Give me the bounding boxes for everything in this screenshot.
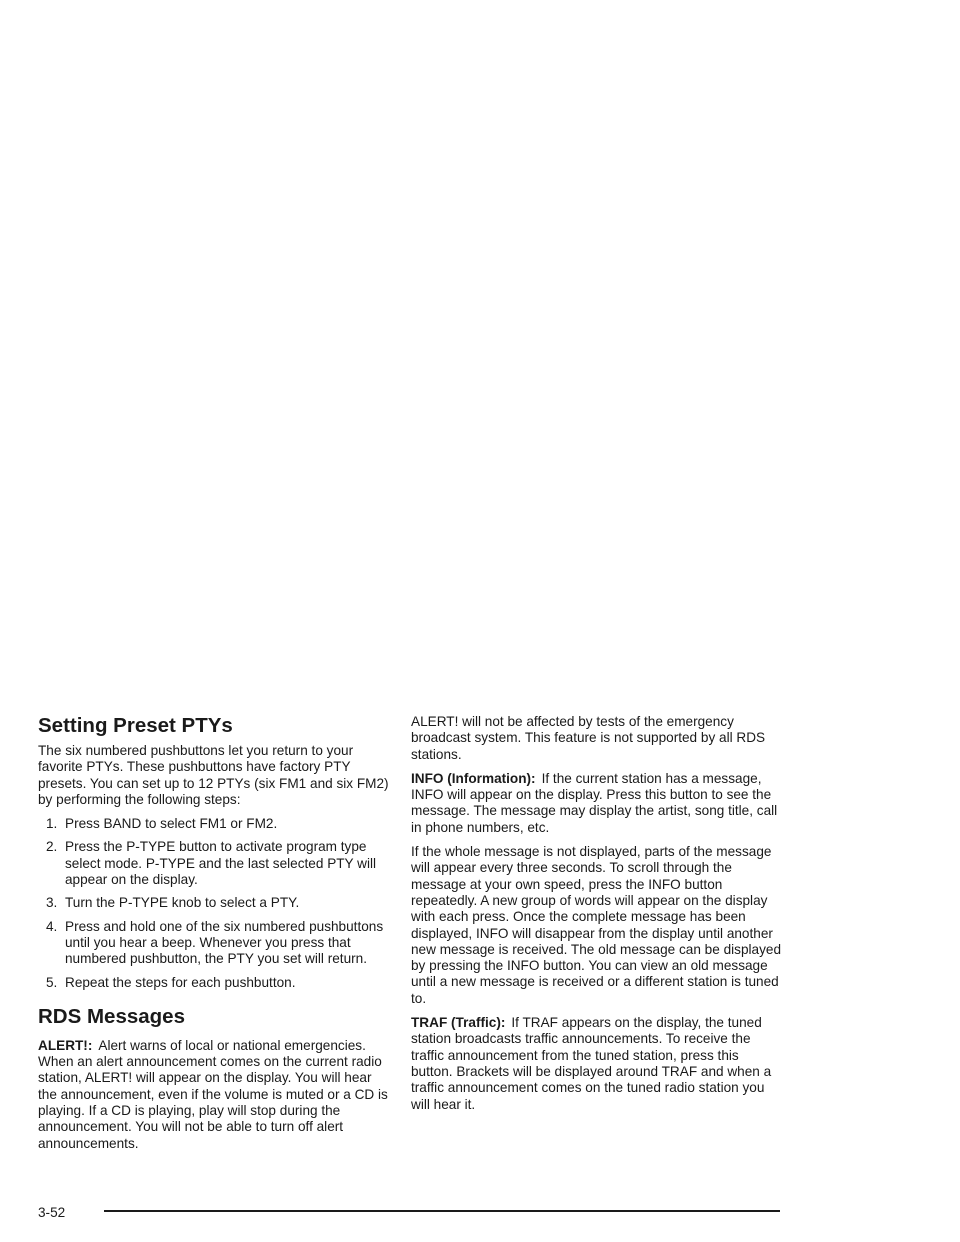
page-number: 3-52 (38, 1205, 66, 1220)
left-column (38, 714, 390, 1160)
info-detail-paragraph: If the whole message is not displayed, parts of the message will appear every three seconds. To scroll through the message at your own speed, press the INFO button repeatedly. A new group of words will appear on the display with each press. Once the complete message has been displayed, INFO will disappear from the display until another new message is received. The old message can be displayed by pressing the INFO button. You can view an old message until a new message is received or a different station is tuned to. (411, 844, 782, 1006)
traf-text: If TRAF appears on the display, the tuned station broadcasts traffic announcements. To receive the traffic announcement from the tuned station, press this button. Brackets will be displayed around TRAF and when a traffic announcement comes on the tuned radio station you will hear it. (411, 1015, 772, 1112)
step-number: 3. (46, 895, 58, 911)
list-item (38, 816, 390, 832)
info-paragraph (411, 771, 781, 836)
section-heading-setting-preset-ptys: Setting Preset PTYs (38, 714, 233, 737)
step-number: 5. (46, 974, 58, 990)
steps-list (38, 816, 390, 991)
list-item (38, 839, 390, 888)
info-term: INFO (Information): (411, 770, 536, 786)
traf-term: TRAF (Traffic): (411, 1015, 506, 1031)
list-item (38, 895, 390, 911)
intro-paragraph: The six numbered pushbuttons let you return to your favorite PTYs. These pushbuttons have factory PTY presets. You can set up to 12 PTYs (six FM1 and six FM2) by performing the following steps: (38, 743, 389, 807)
right-column (411, 714, 781, 1121)
step-number: 4. (46, 918, 58, 934)
step-number: 2. (46, 839, 58, 855)
step-text: Press BAND to select FM1 or FM2. (65, 816, 278, 832)
footer-rule (104, 1210, 780, 1212)
alert-continued-paragraph: ALERT! will not be affected by tests of the emergency broadcast system. This feature is not supported by all RDS stations. (411, 714, 766, 762)
alert-term: ALERT!: (38, 1037, 93, 1053)
alert-paragraph (38, 1038, 390, 1152)
step-text: Repeat the steps for each pushbutton. (65, 974, 296, 990)
info-text: If the current station has a message, INFO will appear on the display. Press this button to see the message. The message may display the artist, song title, call in phone numbers, etc. (411, 770, 778, 835)
alert-text: Alert warns of local or national emergencies. When an alert announcement comes on the current radio station, ALERT! will appear on the display. You will hear the announcement, even if the volume is muted or a CD is playing. If a CD is playing, play will stop during the announcement. You will not be able to turn off alert announcements. (38, 1037, 388, 1151)
list-item (38, 975, 390, 991)
list-item (38, 919, 390, 968)
section-heading-rds-messages: RDS Messages (38, 1004, 185, 1028)
step-text: Press and hold one of the six numbered pushbuttons until you hear a beep. Whenever you press that numbered pushbutton, the PTY you set will return. (65, 918, 384, 967)
step-number: 1. (46, 816, 58, 832)
traf-paragraph (411, 1015, 781, 1113)
step-text: Press the P-TYPE button to activate program type select mode. P-TYPE and the last selected PTY will appear on the display. (65, 839, 377, 888)
step-text: Turn the P-TYPE knob to select a PTY. (65, 895, 300, 911)
